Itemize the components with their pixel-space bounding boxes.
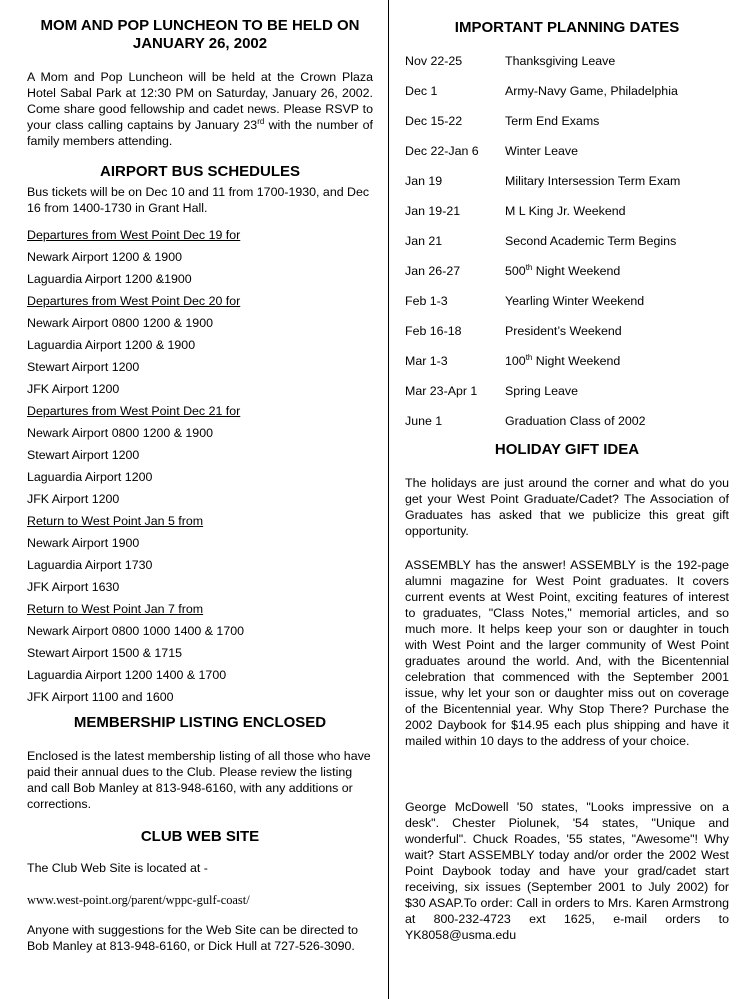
date-event: Yearling Winter Weekend [505, 294, 645, 308]
gift-title: HOLIDAY GIFT IDEA [494, 441, 640, 458]
luncheon-title-line2: JANUARY 26, 2002 [132, 35, 268, 52]
dates-list [405, 46, 729, 436]
gift-paragraph-1: The holidays are just around the corner and what do you get your West Point Graduate/Cadet? The Association of Graduates has asked that we publicize this great gift opportunity. [405, 476, 729, 538]
date-row [405, 106, 729, 136]
date-label: Feb 16-18 [405, 324, 462, 338]
schedule-item: Stewart Airport 1500 & 1715 [27, 646, 182, 660]
date-event: Graduation Class of 2002 [505, 414, 646, 428]
website-body: Anyone with suggestions for the Web Site can be directed to Bob Manley at 813-948-6160, or Dick Hull at 727-526-3090. [27, 923, 359, 953]
date-label: Jan 21 [405, 234, 443, 248]
schedule-item: JFK Airport 1200 [27, 492, 120, 506]
date-label: Jan 19-21 [405, 204, 461, 218]
membership-title: MEMBERSHIP LISTING ENCLOSED [73, 714, 327, 731]
schedule-heading: Departures from West Point Dec 20 for [27, 294, 241, 308]
date-event: 100th Night Weekend [505, 352, 621, 368]
date-row [405, 46, 729, 76]
date-event: Spring Leave [505, 384, 579, 398]
membership-body: Enclosed is the latest membership listing of all those who have paid their annual dues to the Club. Please review the listing and call Bob Manley at 813-948-6160, with any additions or corrections. [27, 749, 371, 811]
date-label: Mar 1-3 [405, 354, 448, 368]
date-label: Jan 19 [405, 174, 443, 188]
schedule-heading: Departures from West Point Dec 19 for [27, 228, 241, 242]
website-intro: The Club Web Site is located at - [27, 861, 208, 875]
date-row [405, 346, 729, 376]
schedule-item: Stewart Airport 1200 [27, 448, 140, 462]
date-event: 500th Night Weekend [505, 262, 621, 278]
schedule-item: Newark Airport 0800 1000 1400 & 1700 [27, 624, 244, 638]
date-row [405, 286, 729, 316]
website-title: CLUB WEB SITE [140, 828, 260, 845]
schedule-heading: Departures from West Point Dec 21 for [27, 404, 241, 418]
dates-title: IMPORTANT PLANNING DATES [454, 19, 680, 36]
date-label: Nov 22-25 [405, 54, 463, 68]
date-row [405, 406, 729, 436]
date-event: M L King Jr. Weekend [505, 204, 626, 218]
bus-title: AIRPORT BUS SCHEDULES [99, 163, 301, 180]
gift-paragraph-2: ASSEMBLY has the answer! ASSEMBLY is the 192-page alumni magazine for West Point graduates. It covers current events at West Point, exciting features of interest to graduates, "Class Notes," memorial articles, and so much more. It helps keep your son or daughter in touch with West Point and the larger community of West Point graduates around the world. And, with the Bicentennial celebration that commenced with the September 2001 issue, why let your son or daughter miss out on coverage of the Bicentennial year. Why Stop There? Purchase the 2002 Daybook for $14.95 each plus shipping and have it mailed within 10 days to the address of your choice. [405, 558, 729, 748]
schedule-item: Laguardia Airport 1200 & 1900 [27, 338, 196, 352]
date-row [405, 76, 729, 106]
date-row [405, 376, 729, 406]
date-event: Second Academic Term Begins [505, 234, 677, 248]
schedule-item: JFK Airport 1200 [27, 382, 120, 396]
date-row [405, 226, 729, 256]
schedule-heading: Return to West Point Jan 7 from [27, 602, 204, 616]
gift-paragraph-3: George McDowell '50 states, "Looks impressive on a desk". Chester Piolunek, '54 states, "Unique and wonderful". Chuck Roades, '55 states, "Awesome"! Why wait? Start ASSEMBLY today and/or order the 2002 West Point Daybook today and have your grad/cadet start receiving, six issues (September 2001 to July 2002) for $30 ASAP.To order: Call in orders to Mrs. Karen Armstrong at 800-232-4723 ext 1625, e-mail orders to YK8058@usma.edu [405, 800, 729, 942]
date-label: Jan 26-27 [405, 264, 461, 278]
date-label: Dec 22-Jan 6 [405, 144, 479, 158]
date-row [405, 316, 729, 346]
schedule-item: Laguardia Airport 1200 &1900 [27, 272, 192, 286]
date-row [405, 136, 729, 166]
website-url-link[interactable]: www.west-point.org/parent/wppc-gulf-coast/ [27, 893, 250, 907]
bus-schedule-list [27, 224, 373, 708]
date-row [405, 166, 729, 196]
schedule-item: JFK Airport 1630 [27, 580, 120, 594]
schedule-item: Newark Airport 1900 [27, 536, 140, 550]
schedule-item: Laguardia Airport 1200 1400 & 1700 [27, 668, 227, 682]
date-event: Military Intersession Term Exam [505, 174, 681, 188]
date-event: Thanksgiving Leave [505, 54, 616, 68]
date-label: Mar 23-Apr 1 [405, 384, 478, 398]
date-event: Army-Navy Game, Philadelphia [505, 84, 678, 98]
date-label: June 1 [405, 414, 443, 428]
date-event: Term End Exams [505, 114, 600, 128]
date-label: Dec 15-22 [405, 114, 463, 128]
date-row [405, 196, 729, 226]
luncheon-section [27, 17, 373, 53]
column-divider [388, 0, 389, 999]
date-label: Dec 1 [405, 84, 438, 98]
schedule-item: Laguardia Airport 1730 [27, 558, 153, 572]
schedule-item: Newark Airport 0800 1200 & 1900 [27, 426, 213, 440]
date-label: Feb 1-3 [405, 294, 448, 308]
schedule-item: Newark Airport 1200 & 1900 [27, 250, 182, 264]
date-row [405, 256, 729, 286]
date-event: Winter Leave [505, 144, 579, 158]
luncheon-body: A Mom and Pop Luncheon will be held at the Crown Plaza Hotel Sabal Park at 12:30 PM on Saturday, January 26, 2002. Come share good fellowship and cadet news. Please RSVP to your class calling captains by January 23rd with the number of family members attending. [27, 70, 373, 148]
schedule-item: JFK Airport 1100 and 1600 [27, 690, 174, 704]
schedule-item: Newark Airport 0800 1200 & 1900 [27, 316, 213, 330]
schedule-item: Laguardia Airport 1200 [27, 470, 153, 484]
luncheon-title-line1: MOM AND POP LUNCHEON TO BE HELD ON [40, 17, 360, 34]
schedule-heading: Return to West Point Jan 5 from [27, 514, 204, 528]
schedule-item: Stewart Airport 1200 [27, 360, 140, 374]
bus-intro: Bus tickets will be on Dec 10 and 11 from 1700-1930, and Dec 16 from 1400-1730 in Grant Hall. [27, 185, 370, 215]
date-event: President’s Weekend [505, 324, 622, 338]
